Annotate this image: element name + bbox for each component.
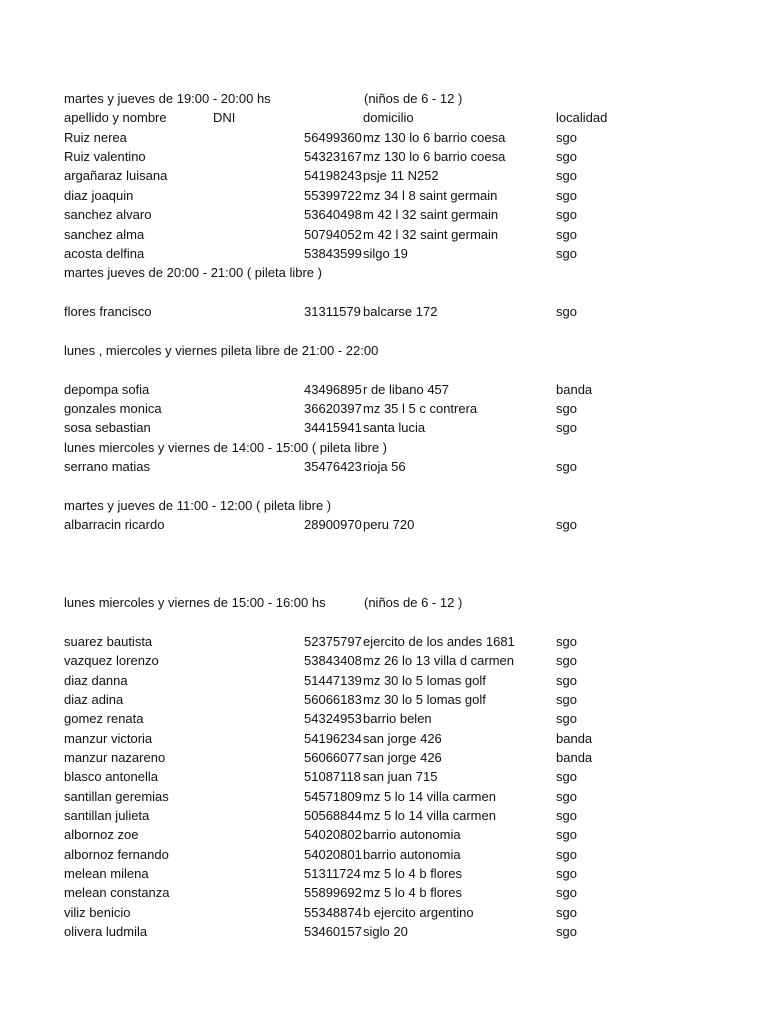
- cell-localidad: sgo: [556, 827, 577, 842]
- cell-domicilio: mz 5 lo 14 villa carmen: [363, 789, 496, 804]
- cell-name: viliz benicio: [64, 905, 131, 920]
- cell-dni: 55399722: [304, 188, 362, 203]
- cell-dni: 56066183: [304, 692, 362, 707]
- cell-name: gonzales monica: [64, 401, 162, 416]
- age-note: (niños de 6 - 12 ): [364, 91, 463, 106]
- cell-localidad: sgo: [556, 711, 577, 726]
- cell-domicilio: mz 130 lo 6 barrio coesa: [363, 130, 506, 145]
- cell-name: albornoz fernando: [64, 847, 169, 862]
- cell-localidad: sgo: [556, 227, 577, 242]
- cell-domicilio: mz 30 lo 5 lomas golf: [363, 692, 486, 707]
- cell-name: sanchez alma: [64, 227, 145, 242]
- cell-localidad: banda: [556, 750, 593, 765]
- cell-domicilio: psje 11 N252: [363, 168, 439, 183]
- cell-domicilio: barrio autonomia: [363, 847, 461, 862]
- cell-localidad: sgo: [556, 246, 577, 261]
- cell-dni: 50568844: [304, 808, 362, 823]
- cell-domicilio: santa lucia: [363, 420, 426, 435]
- cell-name: acosta delfina: [64, 246, 145, 261]
- cell-localidad: sgo: [556, 420, 577, 435]
- cell-localidad: sgo: [556, 905, 577, 920]
- cell-localidad: sgo: [556, 188, 577, 203]
- cell-domicilio: m 42 l 32 saint germain: [363, 207, 499, 222]
- cell-name: sosa sebastian: [64, 420, 151, 435]
- cell-localidad: sgo: [556, 149, 577, 164]
- cell-name: albornoz zoe: [64, 827, 139, 842]
- cell-domicilio: mz 34 l 8 saint germain: [363, 188, 498, 203]
- cell-domicilio: rioja 56: [363, 459, 406, 474]
- section-heading: martes y jueves de 11:00 - 12:00 ( pileta libre ): [64, 498, 332, 513]
- section-heading: martes y jueves de 19:00 - 20:00 hs: [64, 91, 271, 106]
- cell-dni: 51311724: [304, 866, 361, 881]
- cell-dni: 51087118: [304, 769, 361, 784]
- cell-dni: 55348874: [304, 905, 362, 920]
- cell-dni: 35476423: [304, 459, 362, 474]
- cell-domicilio: mz 35 l 5 c contrera: [363, 401, 478, 416]
- column-header-dni: DNI: [213, 110, 236, 125]
- cell-dni: 54196234: [304, 731, 362, 746]
- cell-dni: 43496895: [304, 382, 362, 397]
- cell-name: manzur nazareno: [64, 750, 166, 765]
- cell-dni: 54324953: [304, 711, 362, 726]
- cell-dni: 54198243: [304, 168, 362, 183]
- cell-name: suarez bautista: [64, 634, 153, 649]
- cell-localidad: banda: [556, 382, 593, 397]
- cell-localidad: sgo: [556, 866, 577, 881]
- cell-name: Ruiz valentino: [64, 149, 146, 164]
- cell-domicilio: mz 5 lo 14 villa carmen: [363, 808, 496, 823]
- column-header-name: apellido y nombre: [64, 110, 167, 125]
- cell-dni: 50794052: [304, 227, 362, 242]
- cell-dni: 31311579: [304, 304, 361, 319]
- cell-name: santillan geremias: [64, 789, 169, 804]
- cell-localidad: sgo: [556, 885, 577, 900]
- cell-name: vazquez lorenzo: [64, 653, 159, 668]
- cell-name: diaz adina: [64, 692, 124, 707]
- cell-name: olivera ludmila: [64, 924, 148, 939]
- cell-name: serrano matias: [64, 459, 150, 474]
- cell-domicilio: siglo 20: [363, 924, 408, 939]
- cell-dni: 55899692: [304, 885, 362, 900]
- cell-localidad: sgo: [556, 789, 577, 804]
- cell-domicilio: barrio belen: [363, 711, 432, 726]
- cell-domicilio: mz 5 lo 4 b flores: [363, 885, 462, 900]
- section-heading: lunes miercoles y viernes de 14:00 - 15:00 ( pileta libre ): [64, 440, 387, 455]
- cell-dni: 53843599: [304, 246, 362, 261]
- cell-dni: 53460157: [304, 924, 362, 939]
- cell-name: Ruiz nerea: [64, 130, 127, 145]
- cell-dni: 36620397: [304, 401, 362, 416]
- cell-dni: 54323167: [304, 149, 362, 164]
- cell-localidad: sgo: [556, 207, 577, 222]
- cell-domicilio: mz 30 lo 5 lomas golf: [363, 673, 486, 688]
- cell-localidad: sgo: [556, 401, 577, 416]
- cell-localidad: sgo: [556, 769, 577, 784]
- cell-domicilio: mz 5 lo 4 b flores: [363, 866, 462, 881]
- section-heading: lunes , miercoles y viernes pileta libre de 21:00 - 22:00: [64, 343, 379, 358]
- cell-dni: 54020801: [304, 847, 362, 862]
- cell-domicilio: barrio autonomia: [363, 827, 461, 842]
- cell-dni: 54571809: [304, 789, 362, 804]
- cell-localidad: sgo: [556, 634, 577, 649]
- cell-dni: 53843408: [304, 653, 362, 668]
- cell-domicilio: b ejercito argentino: [363, 905, 474, 920]
- cell-domicilio: balcarse 172: [363, 304, 438, 319]
- cell-localidad: sgo: [556, 168, 577, 183]
- cell-domicilio: ejercito de los andes 1681: [363, 634, 515, 649]
- section-heading: martes jueves de 20:00 - 21:00 ( pileta libre ): [64, 265, 322, 280]
- cell-name: diaz joaquin: [64, 188, 134, 203]
- cell-dni: 56499360: [304, 130, 362, 145]
- cell-domicilio: m 42 l 32 saint germain: [363, 227, 499, 242]
- cell-name: diaz danna: [64, 673, 128, 688]
- column-header-domicilio: domicilio: [363, 110, 414, 125]
- cell-localidad: banda: [556, 731, 593, 746]
- cell-dni: 54020802: [304, 827, 362, 842]
- cell-localidad: sgo: [556, 517, 577, 532]
- cell-dni: 53640498: [304, 207, 362, 222]
- cell-domicilio: san jorge 426: [363, 731, 442, 746]
- cell-dni: 51447139: [304, 673, 362, 688]
- cell-localidad: sgo: [556, 459, 577, 474]
- cell-localidad: sgo: [556, 847, 577, 862]
- cell-name: depompa sofia: [64, 382, 150, 397]
- cell-name: argañaraz luisana: [64, 168, 168, 183]
- cell-name: blasco antonella: [64, 769, 158, 784]
- cell-localidad: sgo: [556, 692, 577, 707]
- cell-localidad: sgo: [556, 808, 577, 823]
- cell-localidad: sgo: [556, 304, 577, 319]
- cell-dni: 56066077: [304, 750, 362, 765]
- cell-localidad: sgo: [556, 130, 577, 145]
- cell-localidad: sgo: [556, 924, 577, 939]
- cell-name: santillan julieta: [64, 808, 150, 823]
- cell-name: manzur victoria: [64, 731, 153, 746]
- cell-dni: 28900970: [304, 517, 362, 532]
- column-header-localidad: localidad: [556, 110, 608, 125]
- cell-dni: 52375797: [304, 634, 362, 649]
- cell-domicilio: peru 720: [363, 517, 415, 532]
- cell-name: flores francisco: [64, 304, 152, 319]
- cell-domicilio: mz 130 lo 6 barrio coesa: [363, 149, 506, 164]
- cell-domicilio: san juan 715: [363, 769, 438, 784]
- cell-domicilio: mz 26 lo 13 villa d carmen: [363, 653, 515, 668]
- cell-name: sanchez alvaro: [64, 207, 152, 222]
- cell-name: melean constanza: [64, 885, 170, 900]
- cell-domicilio: r de libano 457: [363, 382, 450, 397]
- cell-domicilio: silgo 19: [363, 246, 408, 261]
- cell-localidad: sgo: [556, 673, 577, 688]
- age-note: (niños de 6 - 12 ): [364, 595, 463, 610]
- cell-localidad: sgo: [556, 653, 577, 668]
- section-heading: lunes miercoles y viernes de 15:00 - 16:00 hs: [64, 595, 326, 610]
- cell-name: albarracin ricardo: [64, 517, 165, 532]
- cell-domicilio: san jorge 426: [363, 750, 442, 765]
- cell-name: melean milena: [64, 866, 149, 881]
- cell-name: gomez renata: [64, 711, 144, 726]
- cell-dni: 34415941: [304, 420, 362, 435]
